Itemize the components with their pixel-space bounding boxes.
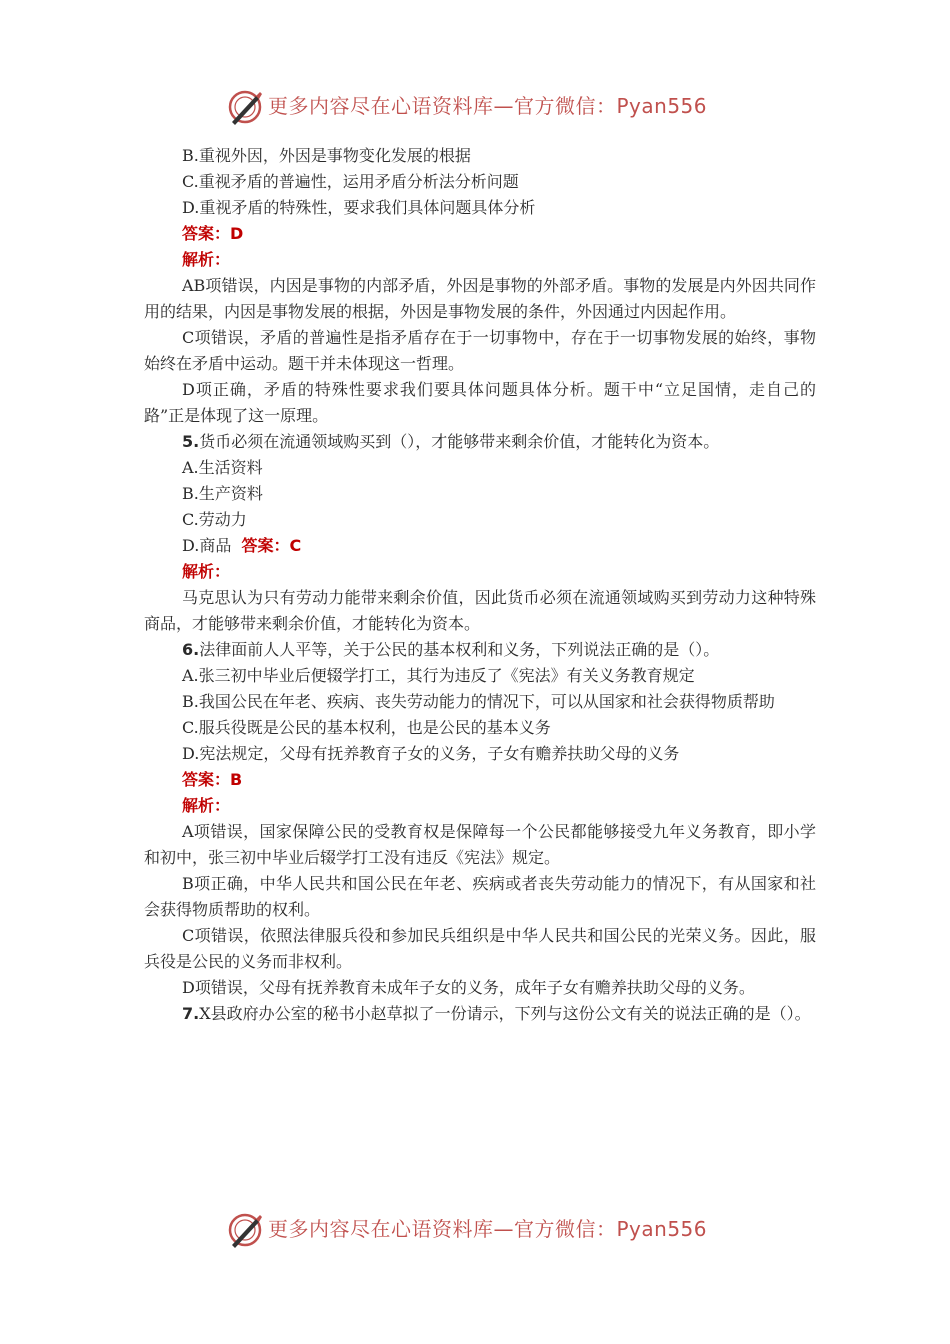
banner-text: 更多内容尽在心语资料库—官方微信：Pyan556 (268, 94, 708, 118)
option-b: B.重视外因，外因是事物变化发展的根据 (182, 146, 471, 165)
answer-label: 答案：D (182, 224, 244, 243)
analysis-paragraph: C项错误，矛盾的普遍性是指矛盾存在于一切事物中，存在于一切事物发展的始终，事物始终在矛盾中运动。题干并未体现这一哲理。 (144, 328, 816, 373)
question-number: 7. (182, 1004, 200, 1023)
analysis-paragraph: D项正确，矛盾的特殊性要求我们要具体问题具体分析。题干中“立足国情，走自己的路”正是体现了这一原理。 (144, 380, 816, 425)
option-b: B.生产资料 (182, 484, 263, 503)
analysis-paragraph: C项错误，依照法律服兵役和参加民兵组织是中华人民共和国公民的光荣义务。因此，服兵役是公民的义务而非权利。 (144, 926, 816, 971)
option-b: B.我国公民在年老、疾病、丧失劳动能力的情况下，可以从国家和社会获得物质帮助 (182, 692, 775, 711)
option-d-with-answer (144, 533, 816, 559)
option-d: D.商品 (182, 536, 232, 555)
option-d: D.宪法规定，父母有抚养教育子女的义务，子女有赡养扶助父母的义务 (182, 744, 680, 763)
answer-label: 答案：C (241, 536, 302, 555)
analysis-paragraph: A项错误，国家保障公民的受教育权是保障每一个公民都能够接受九年义务教育，即小学和初中，张三初中毕业后辍学打工没有违反《宪法》规定。 (144, 822, 816, 867)
page-content (144, 143, 816, 1027)
option-c: C.劳动力 (182, 510, 247, 529)
option-c: C.重视矛盾的普遍性，运用矛盾分析法分析问题 (182, 172, 519, 191)
question-number: 6. (182, 640, 200, 659)
question-text: 货币必须在流通领域购买到（），才能够带来剩余价值，才能转化为资本。 (199, 432, 720, 451)
analysis-label: 解析： (182, 250, 231, 269)
analysis-paragraph: AB项错误，内因是事物的内部矛盾，外因是事物的外部矛盾。事物的发展是内外因共同作用的结果，内因是事物发展的根据，外因是事物发展的条件，外因通过内因起作用。 (144, 276, 816, 321)
question-number: 5. (182, 432, 200, 451)
option-c: C.服兵役既是公民的基本权利，也是公民的基本义务 (182, 718, 551, 737)
header-banner (0, 84, 950, 128)
option-d: D.重视矛盾的特殊性，要求我们具体问题具体分析 (182, 198, 536, 217)
question-stem (144, 1001, 816, 1027)
analysis-paragraph: D项错误，父母有抚养教育未成年子女的义务，成年子女有赡养扶助父母的义务。 (182, 978, 755, 997)
question-text: X县政府办公室的秘书小赵草拟了一份请示，下列与这份公文有关的说法正确的是（）。 (199, 1004, 811, 1023)
question-stem (144, 637, 816, 663)
analysis-paragraph: B项正确，中华人民共和国公民在年老、疾病或者丧失劳动能力的情况下，有从国家和社会获得物质帮助的权利。 (144, 874, 816, 919)
analysis-paragraph: 马克思认为只有劳动力能带来剩余价值，因此货币必须在流通领域购买到劳动力这种特殊商品，才能够带来剩余价值，才能转化为资本。 (144, 588, 816, 633)
pen-logo-icon (226, 88, 264, 126)
option-a: A.张三初中毕业后便辍学打工，其行为违反了《宪法》有关义务教育规定 (182, 666, 695, 685)
answer-label: 答案：B (182, 770, 243, 789)
question-stem (144, 429, 816, 455)
option-a: A.生活资料 (182, 458, 263, 477)
analysis-label: 解析： (182, 562, 231, 581)
banner-text: 更多内容尽在心语资料库—官方微信：Pyan556 (268, 1217, 708, 1241)
footer-banner (0, 1207, 950, 1251)
pen-logo-icon (226, 1211, 264, 1249)
question-text: 法律面前人人平等，关于公民的基本权利和义务，下列说法正确的是（）。 (199, 640, 720, 659)
analysis-label: 解析： (182, 796, 231, 815)
